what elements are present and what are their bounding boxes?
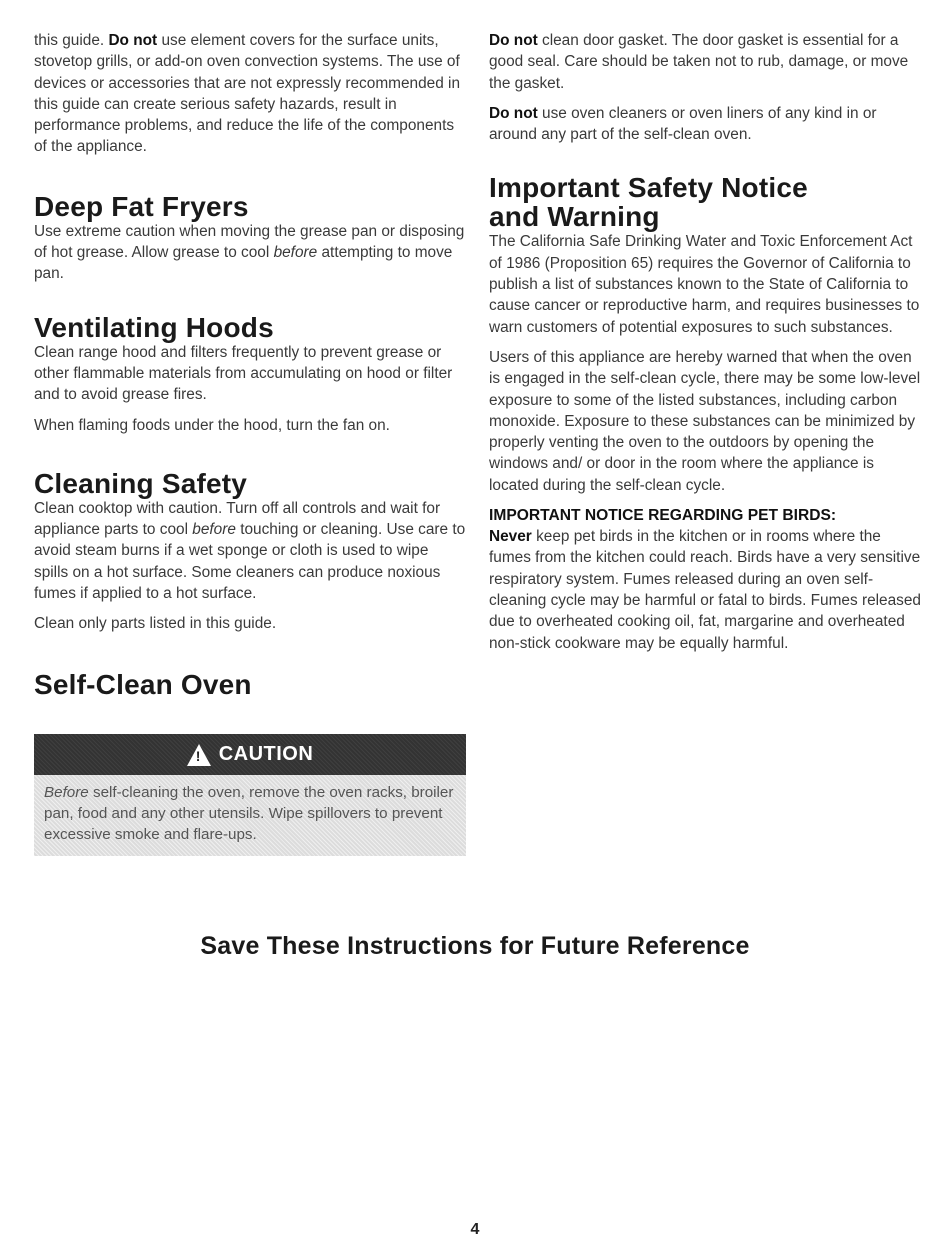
intro-text-rest: use element covers for the surface units, stovetop grills, or add-on oven convection systems. The use of devices or accessories that are not expressly recommended in this guide can create serious safety hazards, result in performance problems, and reduce the life of the components of the appliance. — [34, 32, 461, 156]
gasket-text: clean door gasket. The door gasket is essential for a good seal. Care should be taken not to rub, damage, or move the gasket. — [489, 32, 909, 92]
cleaning-safety-heading: Cleaning Safety — [34, 467, 248, 499]
birds-never: Never — [489, 528, 532, 546]
cleaning-italic: before — [192, 521, 236, 539]
safety-notice-heading — [489, 173, 921, 231]
proposition-65-paragraph: The California Safe Drinking Water and Toxic Enforcement Act of 1986 (Proposition 65) requires the Governor of California to publish a list of substances known to the State of California to cause cancer or reproductive harm, and requires businesses to warn customers of potential exposures to such substances. — [489, 233, 920, 336]
right-column — [489, 30, 921, 663]
caution-text — [44, 782, 456, 845]
caution-label: CAUTION — [218, 743, 314, 765]
caution-italic: Before — [44, 784, 89, 801]
caution-text-rest: self-cleaning the oven, remove the oven racks, broiler pan, food and any other utensils. Wipe spillovers to prevent excessive smoke and flare-ups. — [44, 784, 454, 843]
intro-text-start: this guide. — [34, 32, 109, 49]
safety-notice-heading-line2: and Warning — [489, 201, 660, 233]
gasket-do-not: Do not — [489, 32, 538, 49]
self-clean-oven-heading: Self-Clean Oven — [34, 668, 252, 700]
ventilating-hoods-paragraph: Clean range hood and filters frequently to prevent grease or other flammable materials from accumulating on hood or filter and to avoid grease fires. — [34, 343, 453, 404]
deep-fat-italic: before — [273, 244, 318, 262]
caution-body — [34, 775, 466, 856]
deep-fat-text-rest: attempting to move pan. — [34, 244, 453, 283]
safety-notice-heading-line1: Important Safety Notice — [489, 172, 808, 204]
warning-exclamation: ! — [195, 747, 201, 764]
ventilating-hoods-heading: Ventilating Hoods — [34, 311, 274, 343]
self-clean-warning-paragraph: Users of this appliance are hereby warned that when the oven is engaged in the self-clean cycle, there may be some low-level exposure to some of the listed substances, including carbon monoxide. Exposure to these substances can be minimized by properly venting the oven to the outdoors by opening the windows and/ or door in the room where the appliance is located during the self-clean cycle. — [489, 348, 921, 494]
left-column — [34, 30, 466, 699]
cleaning-text-rest: touching or cleaning. Use care to avoid steam burns if a wet sponge or cloth is used to wipe spills on a hot surface. Some cleaners can produce noxious fumes if applied to a hot surface. — [34, 521, 466, 603]
cleaning-text-start: Clean cooktop with caution. Turn off all controls and wait for appliance parts to cool — [34, 499, 441, 539]
warning-triangle-icon — [187, 744, 211, 766]
save-instructions-title: Save These Instructions for Future Reference — [200, 932, 750, 960]
gasket-paragraph — [489, 30, 921, 94]
cleaners-do-not: Do not — [489, 104, 538, 122]
cleaning-safety-paragraph-2: Clean only parts listed in this guide. — [34, 615, 277, 633]
caution-box — [34, 734, 466, 856]
pet-birds-paragraph — [489, 526, 921, 654]
deep-fat-fryers-paragraph — [34, 221, 466, 285]
deep-fat-fryers-heading: Deep Fat Fryers — [34, 190, 249, 222]
caution-header — [34, 734, 466, 775]
oven-cleaners-paragraph — [489, 103, 921, 146]
ventilating-hoods-paragraph-2: When flaming foods under the hood, turn the fan on. — [34, 416, 390, 434]
cleaners-text: use oven cleaners or oven liners of any kind in or around any part of the self-clean oven. — [489, 104, 877, 144]
deep-fat-text-start: Use extreme caution when moving the grease pan or disposing of hot grease. Allow grease to cool — [34, 222, 465, 262]
intro-paragraph — [34, 30, 466, 158]
pet-birds-subheading: IMPORTANT NOTICE REGARDING PET BIRDS: — [489, 507, 837, 525]
birds-text: keep pet birds in the kitchen or in rooms where the fumes from the kitchen could reach. Birds have a very sensitive respiratory system. Fumes released during an oven self-cleaning cycle may be harmful or fatal to birds. Fumes released due to overheated cooking oil, fat, margarine and overheated non-stick cookware may be equally harmful. — [489, 528, 921, 652]
page-number: 4 — [470, 1221, 480, 1238]
intro-do-not: Do not — [108, 32, 158, 49]
cleaning-safety-paragraph — [34, 498, 466, 604]
